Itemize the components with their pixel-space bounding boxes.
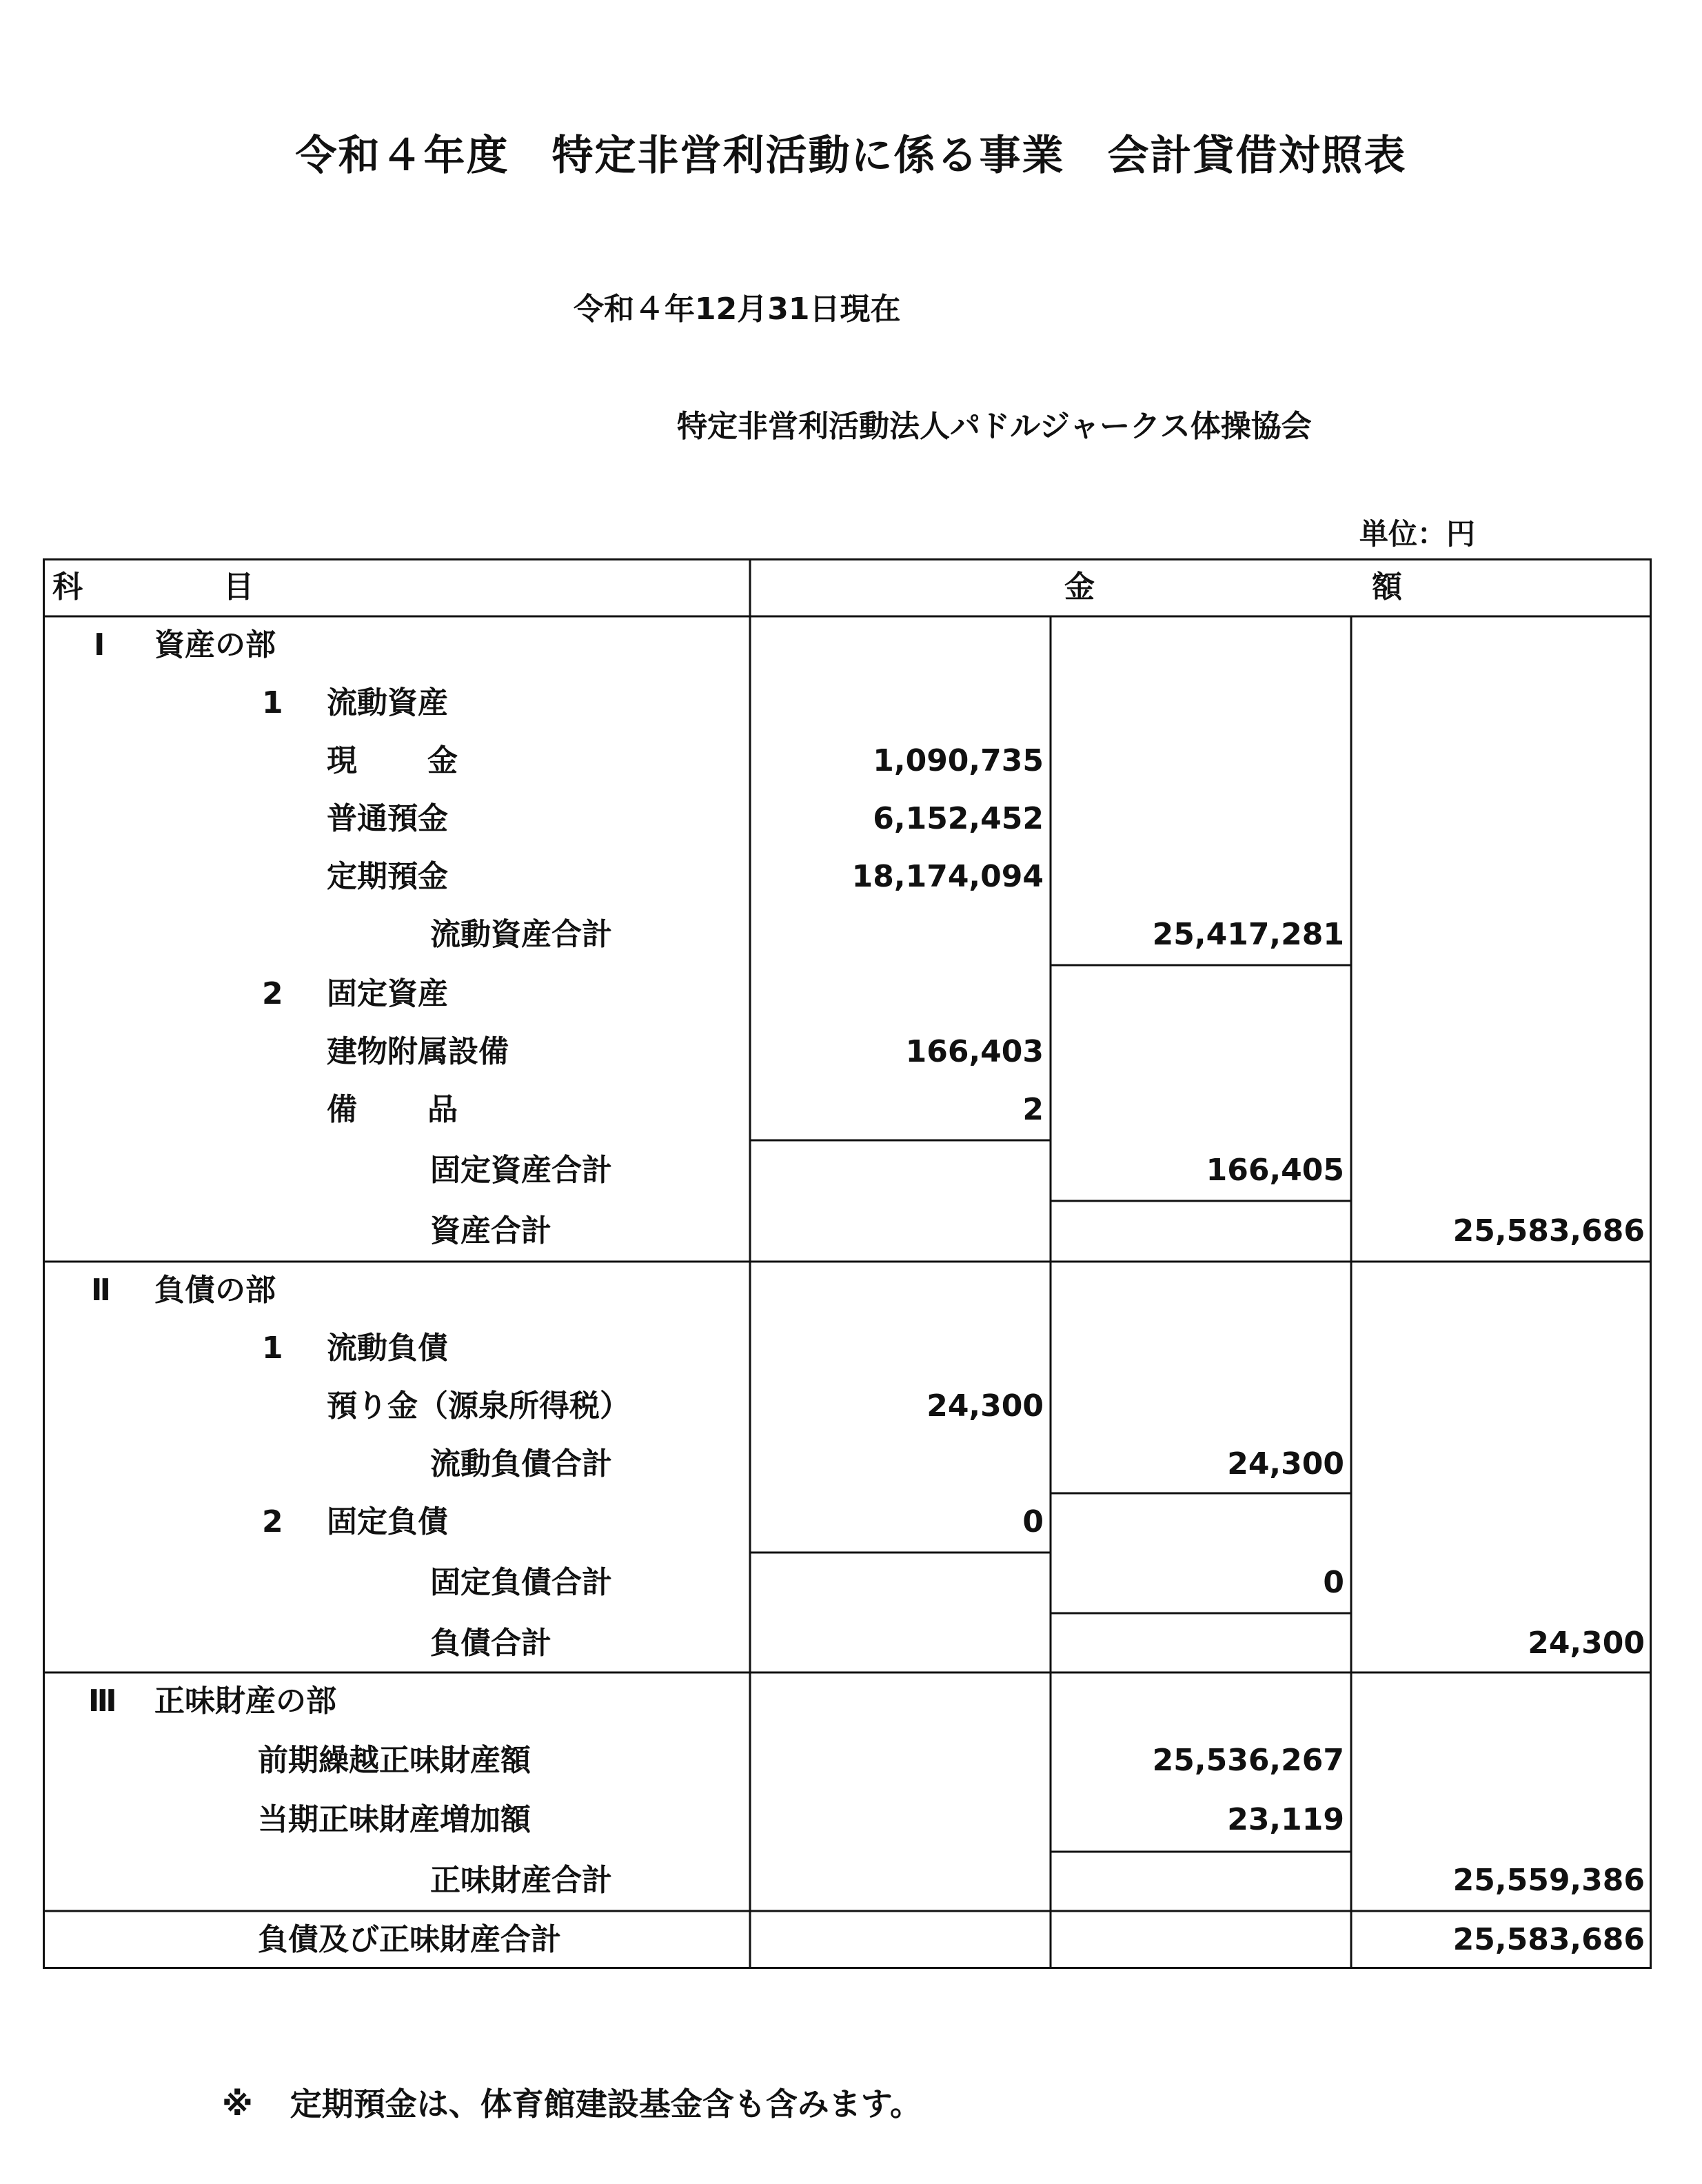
section-number: Ⅰ: [94, 627, 105, 663]
table-row: [43, 1732, 1652, 1790]
section-label: 正味財産の部: [154, 1684, 336, 1719]
subtotal-label: 固定負債合計: [430, 1565, 612, 1600]
subtotal-label: 固定資産合計: [430, 1153, 612, 1188]
grand-total-amount: 25,583,686: [1452, 1922, 1645, 1957]
page-title: 令和４年度 特定非営利活動に係る事業 会計貸借対照表: [295, 132, 1407, 180]
item-amount: 24,300: [926, 1388, 1044, 1424]
header-amount-b: 額: [1372, 569, 1402, 605]
table-row: [43, 1262, 1652, 1320]
total-label: 正味財産合計: [430, 1863, 612, 1898]
table-row: [43, 1435, 1652, 1493]
footnote-mark: ※: [222, 2085, 253, 2123]
group-label: 流動負債: [327, 1331, 448, 1366]
footnote-text: 定期預金は、体育館建設基金含も含みます。: [290, 2085, 922, 2123]
total-amount: 25,559,386: [1452, 1863, 1645, 1898]
table-row: [43, 1554, 1652, 1612]
group-number: 1: [262, 685, 283, 720]
table-row: [43, 1672, 1652, 1730]
item-label: 預り金（源泉所得税）: [327, 1388, 630, 1424]
item-label: 前期繰越正味財産額: [258, 1743, 531, 1778]
item-label: 建物附属設備: [327, 1034, 509, 1069]
item-label: 品: [427, 1092, 458, 1127]
group-number: 1: [262, 1331, 283, 1366]
subtotal-label: 流動資産合計: [430, 917, 612, 952]
group-number: 2: [262, 976, 283, 1011]
table-row: [43, 732, 1652, 790]
grand-total-row: [43, 1911, 1652, 1969]
group-number: 2: [262, 1504, 283, 1539]
section-number: Ⅲ: [88, 1684, 117, 1719]
table-row: [43, 1791, 1652, 1849]
currency-unit: 単位：円: [1359, 517, 1476, 551]
item-label: 現: [327, 743, 357, 778]
table-row: [43, 1615, 1652, 1672]
table-row: [43, 1202, 1652, 1260]
table-row: [43, 1023, 1652, 1081]
table-row: [43, 1493, 1652, 1551]
group-label: 固定資産: [327, 976, 448, 1011]
subtotal-amount: 0: [1323, 1565, 1344, 1600]
section-label: 資産の部: [154, 627, 276, 663]
group-label: 固定負債: [327, 1504, 448, 1539]
header-amount-a: 金: [1064, 569, 1095, 605]
table-row: [43, 1377, 1652, 1435]
item-amount: 0: [1022, 1504, 1044, 1539]
subtotal-label: 流動負債合計: [430, 1446, 612, 1482]
item-label: 普通預金: [327, 801, 448, 836]
total-amount: 25,583,686: [1452, 1213, 1645, 1248]
table-row: [43, 1320, 1652, 1377]
table-row: [43, 965, 1652, 1023]
subtotal-amount: 25,417,281: [1152, 917, 1344, 952]
item-amount: 166,403: [905, 1034, 1044, 1069]
table-row: [43, 1081, 1652, 1139]
table-row: [43, 674, 1652, 732]
organization-name: 特定非営利活動法人パドルジャークス体操協会: [677, 409, 1312, 444]
item-label: 定期預金: [327, 859, 448, 894]
item-label: 金: [427, 743, 458, 778]
table-row: [43, 906, 1652, 964]
table-row: [43, 1142, 1652, 1200]
item-amount: 2: [1022, 1092, 1044, 1127]
item-amount: 1,090,735: [873, 743, 1044, 778]
item-label: 当期正味財産増加額: [258, 1802, 531, 1837]
total-amount: 24,300: [1528, 1626, 1645, 1661]
group-label: 流動資産: [327, 685, 448, 720]
item-amount: 25,536,267: [1152, 1743, 1344, 1778]
total-label: 負債合計: [430, 1626, 551, 1661]
subtotal-amount: 24,300: [1227, 1446, 1344, 1482]
table-row: [43, 1852, 1652, 1910]
section-number: Ⅱ: [91, 1273, 111, 1308]
table-row: [43, 790, 1652, 848]
header-subject-a: 科: [52, 569, 83, 605]
header-subject-b: 目: [223, 569, 254, 605]
item-amount: 18,174,094: [851, 859, 1044, 894]
table-row: [43, 616, 1652, 674]
grand-total-label: 負債及び正味財産合計: [258, 1922, 561, 1957]
total-label: 資産合計: [430, 1213, 551, 1248]
footnote: [222, 2079, 922, 2125]
table-row: [43, 848, 1652, 906]
item-amount: 23,119: [1227, 1802, 1344, 1837]
section-label: 負債の部: [154, 1273, 276, 1308]
item-label: 備: [327, 1092, 357, 1127]
item-amount: 6,152,452: [873, 801, 1044, 836]
subtotal-amount: 166,405: [1206, 1153, 1344, 1188]
as-of-date: 令和４年12月31日現在: [574, 292, 901, 327]
header-row: [43, 558, 1652, 616]
balance-sheet-table: [43, 558, 1652, 1969]
